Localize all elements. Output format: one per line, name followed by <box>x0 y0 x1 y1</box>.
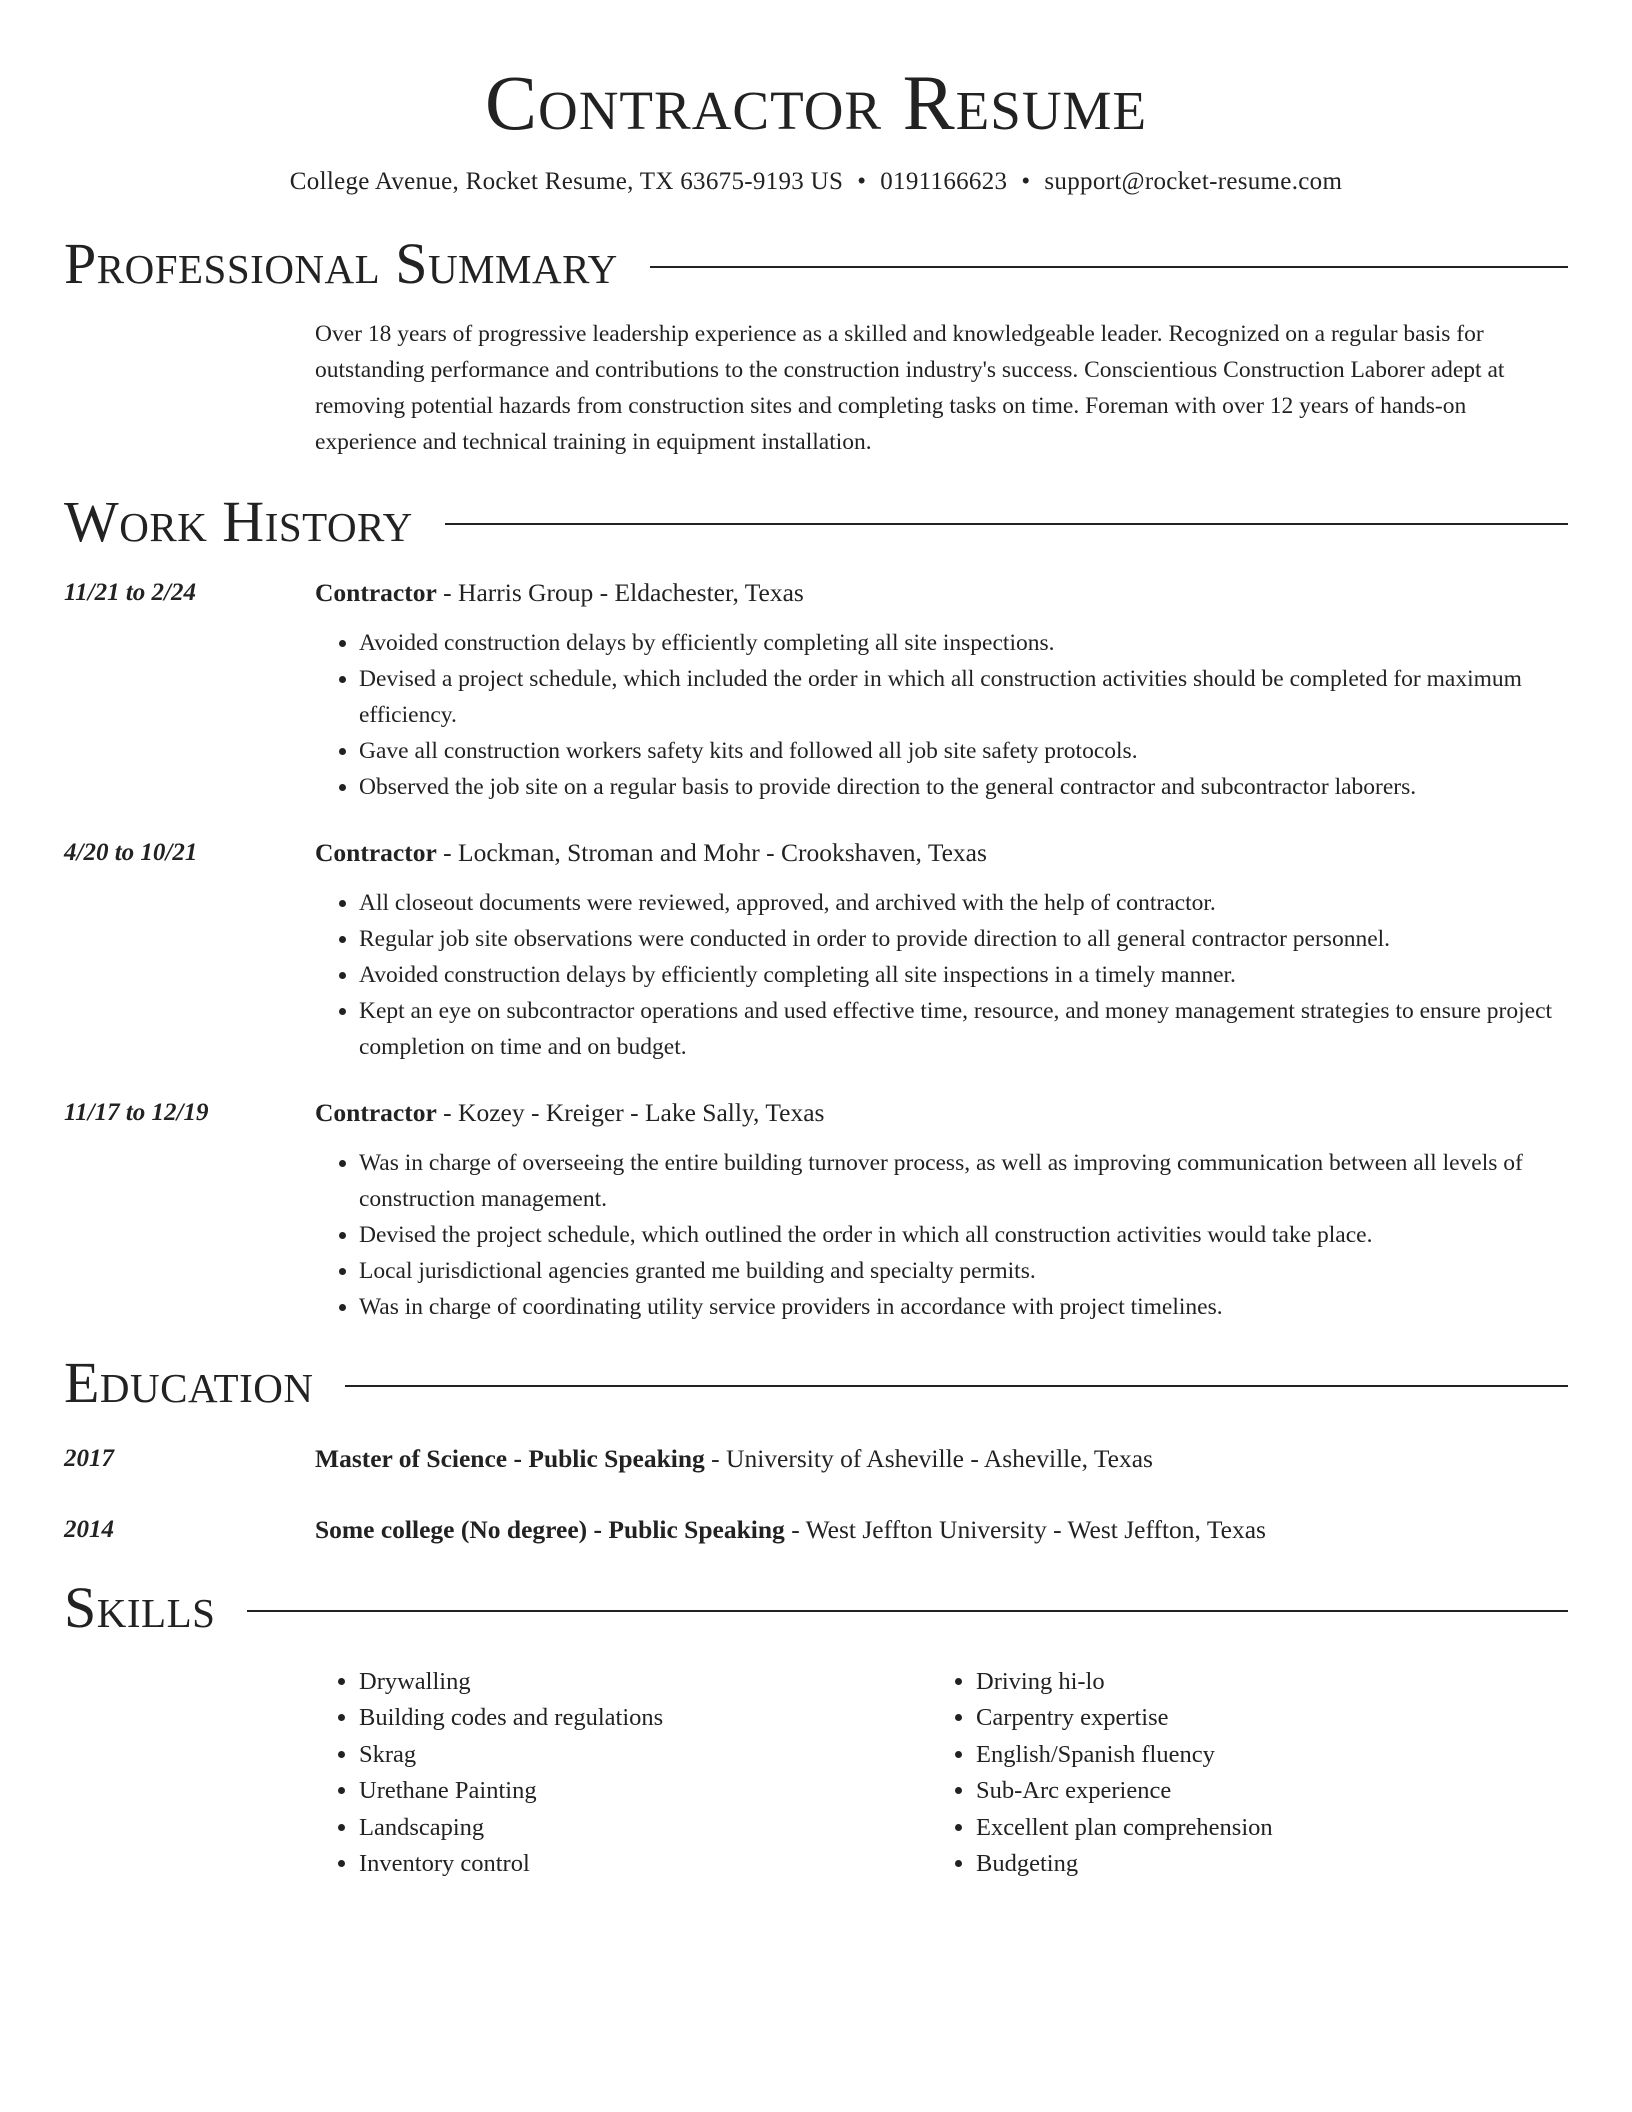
resume-title: Contractor Resume <box>484 59 1148 146</box>
list-item: • Was in charge of coordinating utility service providers in accordance with project timelines. <box>359 1289 1568 1325</box>
skill-item: • Building codes and regulations <box>359 1700 932 1737</box>
skill-item: • Budgeting <box>976 1846 1549 1883</box>
list-item: • Avoided construction delays by efficiently completing all site inspections in a timely manner. <box>359 957 1568 993</box>
contact-address: College Avenue, Rocket Resume, TX 63675-9193 US <box>289 167 844 195</box>
list-item: • Gave all construction workers safety kits and followed all job site safety protocols. <box>359 733 1568 769</box>
education-degree: Master of Science - Public Speaking <box>315 1444 705 1474</box>
list-item: • Avoided construction delays by efficiently completing all site inspections. <box>359 625 1568 661</box>
summary-text: Over 18 years of progressive leadership experience as a skilled and knowledgeable leader. Recognized on a regular basis for outstanding performance and contributions to the construction industry's success. Conscientious Construction Laborer adept at removing potential hazards from construction sites and completing tasks on time. Foreman with over 12 years of hands-on experience and technical training in equipment installation. <box>315 320 1505 455</box>
job-body <box>315 575 1568 805</box>
job-bullets <box>315 1145 1568 1325</box>
skills-list <box>315 1664 1568 1883</box>
job-title: Contractor <box>315 578 437 608</box>
job-bullets <box>315 625 1568 805</box>
section-divider <box>247 1610 1568 1612</box>
contact-separator: • <box>857 167 867 195</box>
list-item: • Observed the job site on a regular basis to provide direction to the general contractor and subcontractor laborers. <box>359 769 1568 805</box>
contact-email: support@rocket-resume.com <box>1044 167 1343 195</box>
education-entry <box>64 1441 1568 1477</box>
list-item: • Was in charge of overseeing the entire building turnover process, as well as improving communication between all levels of construction management. <box>359 1145 1568 1217</box>
skill-item: • Carpentry expertise <box>976 1700 1549 1737</box>
list-item: • Local jurisdictional agencies granted me building and specialty permits. <box>359 1253 1568 1289</box>
summary-section-header <box>64 232 1568 296</box>
skill-item: • Driving hi-lo <box>976 1664 1549 1701</box>
skill-item: • Landscaping <box>359 1810 932 1847</box>
job-date: 11/17 to 12/19 <box>64 1099 209 1127</box>
education-entry <box>64 1512 1568 1548</box>
job-title-line <box>315 835 1568 871</box>
education-details: - University of Asheville - Asheville, Texas <box>704 1444 1153 1474</box>
list-item: • Devised a project schedule, which included the order in which all construction activities should be completed for maximum efficiency. <box>359 661 1568 733</box>
skills-column-right <box>932 1664 1549 1883</box>
education-body <box>315 1441 1153 1477</box>
skill-item: • Excellent plan comprehension <box>976 1810 1549 1847</box>
education-details: - West Jeffton University - West Jeffton, Texas <box>784 1515 1266 1545</box>
list-item: • Regular job site observations were conducted in order to provide direction to all general contractor personnel. <box>359 921 1568 957</box>
list-item: • Kept an eye on subcontractor operations and used effective time, resource, and money management strategies to ensure project completion on time and on budget. <box>359 993 1568 1065</box>
education-date: 2017 <box>64 1445 114 1473</box>
job-title-line <box>315 1095 1568 1131</box>
job-title: Contractor <box>315 1098 437 1128</box>
job-details: - Lockman, Stroman and Mohr - Crookshaven, Texas <box>436 838 987 868</box>
skill-item: • Sub-Arc experience <box>976 1773 1549 1810</box>
job-title: Contractor <box>315 838 437 868</box>
section-divider <box>650 266 1568 268</box>
education-degree: Some college (No degree) - Public Speaking <box>315 1515 785 1545</box>
education-body <box>315 1512 1266 1548</box>
job-details: - Harris Group - Eldachester, Texas <box>436 578 804 608</box>
work-heading: Work History <box>64 488 413 554</box>
list-item: • Devised the project schedule, which outlined the order in which all construction activities would take place. <box>359 1217 1568 1253</box>
contact-phone: 0191166623 <box>880 167 1008 195</box>
job-details: - Kozey - Kreiger - Lake Sally, Texas <box>436 1098 825 1128</box>
job-bullets <box>315 885 1568 1065</box>
education-date: 2014 <box>64 1516 114 1544</box>
job-entry <box>64 1095 1568 1325</box>
summary-heading: Professional Summary <box>64 230 618 296</box>
job-title-line <box>315 575 1568 611</box>
contact-separator: • <box>1021 167 1031 195</box>
job-entry <box>64 835 1568 1065</box>
skill-item: • Drywalling <box>359 1664 932 1701</box>
list-item: • All closeout documents were reviewed, approved, and archived with the help of contractor. <box>359 885 1568 921</box>
job-entry <box>64 575 1568 805</box>
skill-item: • Inventory control <box>359 1846 932 1883</box>
education-section-header <box>64 1351 1568 1415</box>
skills-heading: Skills <box>64 1575 216 1641</box>
section-divider <box>445 523 1568 525</box>
job-body <box>315 1095 1568 1325</box>
contact-line <box>64 168 1568 196</box>
work-section-header <box>64 490 1568 554</box>
skill-item: • English/Spanish fluency <box>976 1737 1549 1774</box>
education-heading: Education <box>64 1350 314 1416</box>
job-date: 4/20 to 10/21 <box>64 839 198 867</box>
skill-item: • Skrag <box>359 1737 932 1774</box>
skill-item: • Urethane Painting <box>359 1773 932 1810</box>
job-body <box>315 835 1568 1065</box>
section-divider <box>345 1385 1568 1387</box>
skills-column-left <box>315 1664 932 1883</box>
job-date: 11/21 to 2/24 <box>64 579 196 607</box>
skills-section-header <box>64 1576 1568 1640</box>
